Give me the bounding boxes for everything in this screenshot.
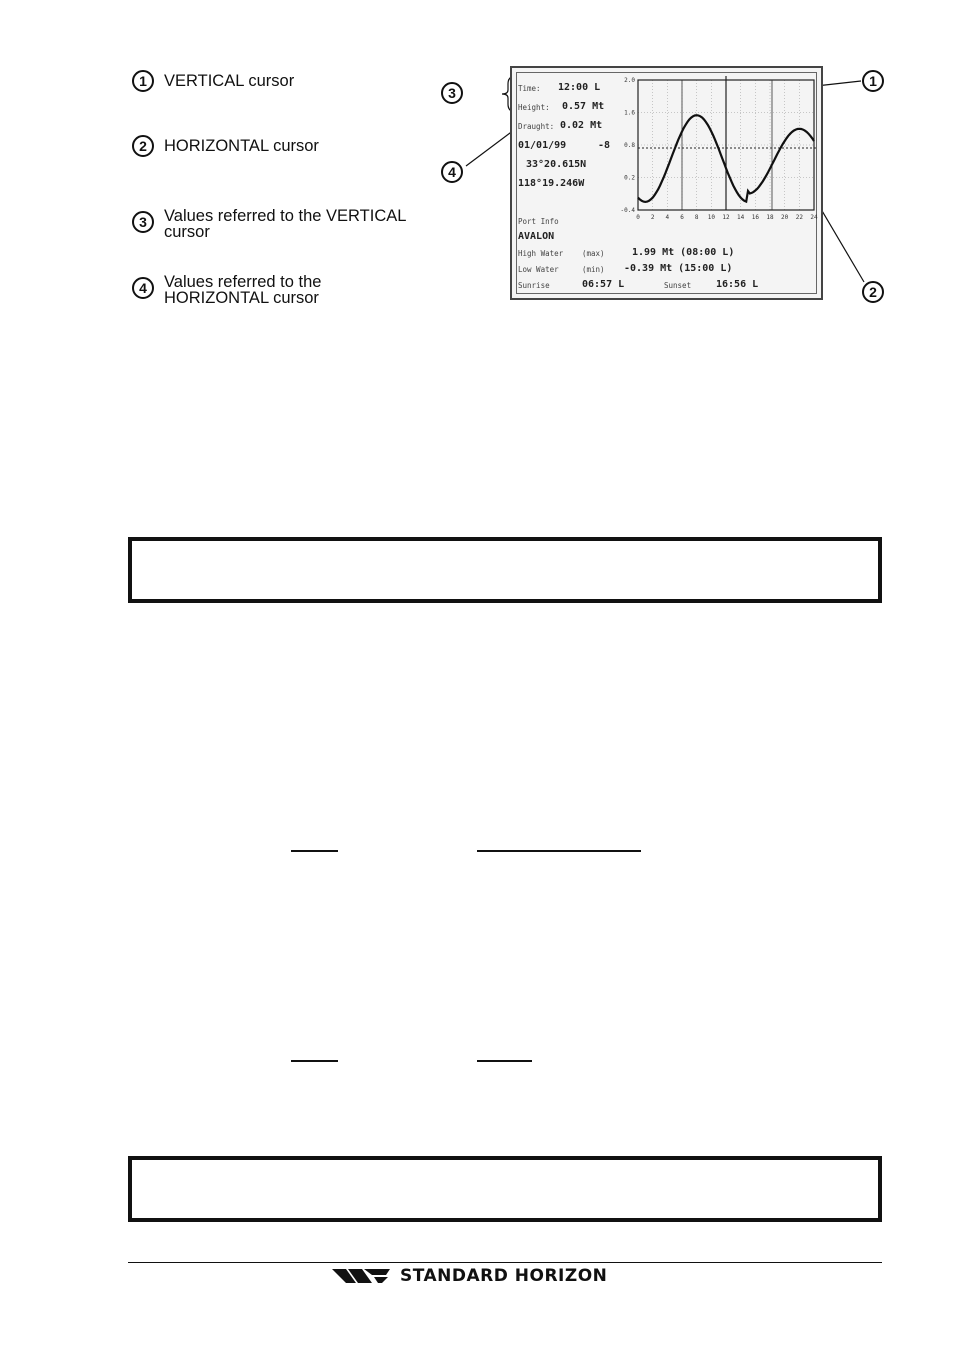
underline-3 (291, 1060, 338, 1062)
time-value: 12:00 L (558, 82, 601, 93)
underline-2 (477, 850, 641, 852)
sunrise-value: 06:57 L (582, 279, 625, 290)
high-water-label: High Water (518, 249, 564, 258)
low-water-value: -0.39 Mt (15:00 L) (624, 263, 733, 274)
callout-3: 3 (441, 82, 463, 104)
port-name: AVALON (518, 231, 555, 242)
brand-mark-icon (332, 1267, 390, 1285)
x-tick-label: 14 (737, 214, 745, 221)
graph-y-ticks (621, 77, 636, 214)
x-tick-label: 8 (694, 214, 699, 221)
note-box-1 (128, 537, 882, 603)
note-box-2 (128, 1156, 882, 1222)
x-tick-label: 4 (665, 214, 670, 221)
legend-text: VERTICAL cursor (164, 72, 295, 90)
graph-x-ticks (636, 214, 818, 221)
callout-line-4 (466, 130, 514, 166)
sunset-value: 16:56 L (716, 279, 759, 290)
draught-value: 0.02 Mt (560, 120, 603, 131)
footer-rule (128, 1262, 882, 1263)
height-value: 0.57 Mt (562, 101, 605, 112)
x-tick-label: 16 (751, 214, 759, 221)
callout-2: 2 (862, 281, 884, 303)
tide-screen (510, 66, 823, 300)
date-value: 01/01/99 (518, 140, 567, 151)
x-tick-label: 6 (680, 214, 684, 221)
legend-number: 3 (132, 211, 154, 233)
tide-graph (616, 76, 818, 226)
x-tick-label: 12 (722, 214, 730, 221)
legend-number: 2 (132, 135, 154, 157)
high-water-value: 1.99 Mt (08:00 L) (632, 247, 735, 258)
x-tick-label: 20 (781, 214, 789, 221)
high-water-tag: (max) (582, 249, 605, 258)
legend-number: 1 (132, 70, 154, 92)
port-info-label: Port Info (518, 217, 559, 226)
legend-item-vertical-cursor (132, 70, 294, 92)
latitude-value: 33°20.615N (526, 159, 587, 170)
low-water-tag: (min) (582, 265, 605, 274)
x-tick-label: 24 (810, 214, 818, 221)
y-tick-label: 2.0 (624, 77, 635, 84)
sunset-label: Sunset (664, 281, 692, 290)
timezone-value: -8 (598, 140, 611, 151)
y-tick-label: 0.2 (624, 174, 635, 182)
y-tick-label: 1.6 (624, 109, 635, 117)
longitude-value: 118°19.246W (518, 178, 585, 189)
legend-item-horizontal-cursor (132, 135, 319, 157)
callout-4: 4 (441, 161, 463, 183)
x-tick-label: 10 (707, 214, 715, 221)
legend-text: Values referred to the HORIZONTAL cursor (164, 273, 322, 307)
underline-1 (291, 850, 338, 852)
time-label: Time: (518, 84, 541, 93)
height-label: Height: (518, 103, 550, 112)
sunrise-label: Sunrise (518, 281, 550, 290)
brand-name: STANDARD HORIZON (400, 1266, 608, 1286)
legend-text: HORIZONTAL cursor (164, 137, 319, 155)
callout-1: 1 (862, 70, 884, 92)
brand-logo (332, 1266, 607, 1286)
legend-item-horizontal-values (132, 273, 322, 307)
low-water-label: Low Water (518, 265, 559, 274)
legend-text: Values referred to the VERTICAL cursor (164, 207, 407, 241)
legend-item-vertical-values (132, 207, 407, 241)
y-tick-label: -0.4 (620, 207, 635, 214)
underline-4 (477, 1060, 532, 1062)
draught-label: Draught: (518, 122, 555, 131)
x-tick-label: 0 (636, 214, 640, 221)
x-tick-label: 18 (766, 214, 774, 221)
x-tick-label: 22 (795, 214, 803, 221)
legend-number: 4 (132, 277, 154, 299)
x-tick-label: 2 (650, 214, 655, 221)
y-tick-label: 0.8 (624, 142, 635, 149)
